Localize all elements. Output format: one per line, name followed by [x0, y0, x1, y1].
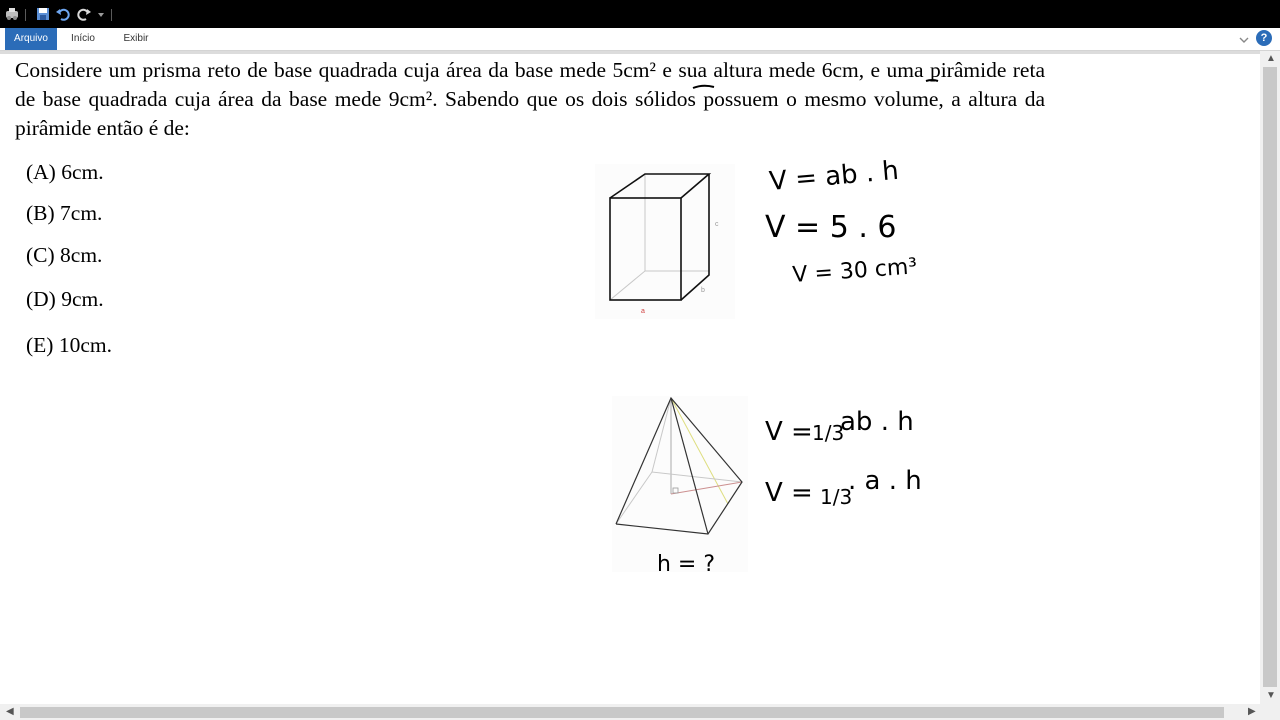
prism-volume-formula: V = ab . h [767, 155, 900, 197]
pyramid-substitution-fraction: 1/3 [820, 485, 853, 509]
handwritten-annotations [0, 54, 1260, 707]
pyramid-formula-prefix: V = [765, 417, 813, 447]
horizontal-scroll-thumb[interactable] [20, 707, 1224, 718]
pyramid-formula-rest: ab . h [840, 407, 914, 437]
collapse-ribbon-icon[interactable] [1238, 33, 1250, 51]
customize-dropdown-icon[interactable] [96, 7, 110, 21]
scroll-down-arrow-icon[interactable]: ▼ [1266, 690, 1276, 701]
tab-arquivo[interactable]: Arquivo [5, 28, 57, 50]
tab-exibir[interactable]: Exibir [123, 33, 149, 44]
horizontal-scrollbar[interactable] [0, 704, 1280, 720]
toolbar-separator [25, 9, 26, 21]
option-b: (B) 7cm. [26, 201, 103, 225]
prism-label-c: c [715, 221, 719, 228]
scroll-right-arrow-icon[interactable]: ▶ [1248, 706, 1256, 717]
redo-icon[interactable] [77, 7, 91, 21]
pyramid-substitution-prefix: V = [765, 478, 813, 508]
tab-inicio[interactable]: Início [71, 33, 95, 44]
prism-volume-substitution: V = 5 . 6 [765, 210, 897, 245]
save-icon[interactable] [36, 7, 50, 21]
option-a: (A) 6cm. [26, 160, 104, 184]
quick-access-toolbar [0, 0, 1280, 28]
scroll-left-arrow-icon[interactable]: ◀ [6, 706, 14, 717]
help-icon[interactable]: ? [1256, 30, 1272, 46]
undo-icon[interactable] [56, 7, 70, 21]
scroll-up-arrow-icon[interactable]: ▲ [1266, 53, 1276, 64]
app-icon[interactable] [5, 7, 19, 21]
document-page [0, 51, 1260, 707]
pyramid-substitution-rest: . a . h [848, 466, 922, 496]
underline-mark [926, 80, 938, 81]
pyramid-formula-fraction: 1/3 [812, 421, 845, 445]
toolbar-separator [111, 9, 112, 21]
prism-volume-result: V = 30 cm³ [791, 254, 918, 288]
prism-label-a: a [641, 308, 645, 315]
option-c: (C) 8cm. [26, 243, 103, 267]
option-d: (D) 9cm. [26, 287, 104, 311]
underline-mark [693, 86, 714, 88]
option-e: (E) 10cm. [26, 333, 112, 357]
vertical-scrollbar[interactable] [1260, 51, 1280, 704]
ribbon-tab-bar [0, 28, 1280, 51]
question-text: Considere um prisma reto de base quadrada cuja área da base mede 5cm² e sua altura mede 6cm, e uma pirâmide reta de base quadrada cuja área da base mede 9cm². Sabendo que os dois sólidos possuem o mesmo volume, a altura da pirâmide então é de: [15, 58, 1045, 140]
vertical-scroll-thumb[interactable] [1263, 67, 1277, 687]
pyramid-unknown-height: h = ? [657, 552, 716, 577]
prism-label-b: b [701, 287, 705, 294]
